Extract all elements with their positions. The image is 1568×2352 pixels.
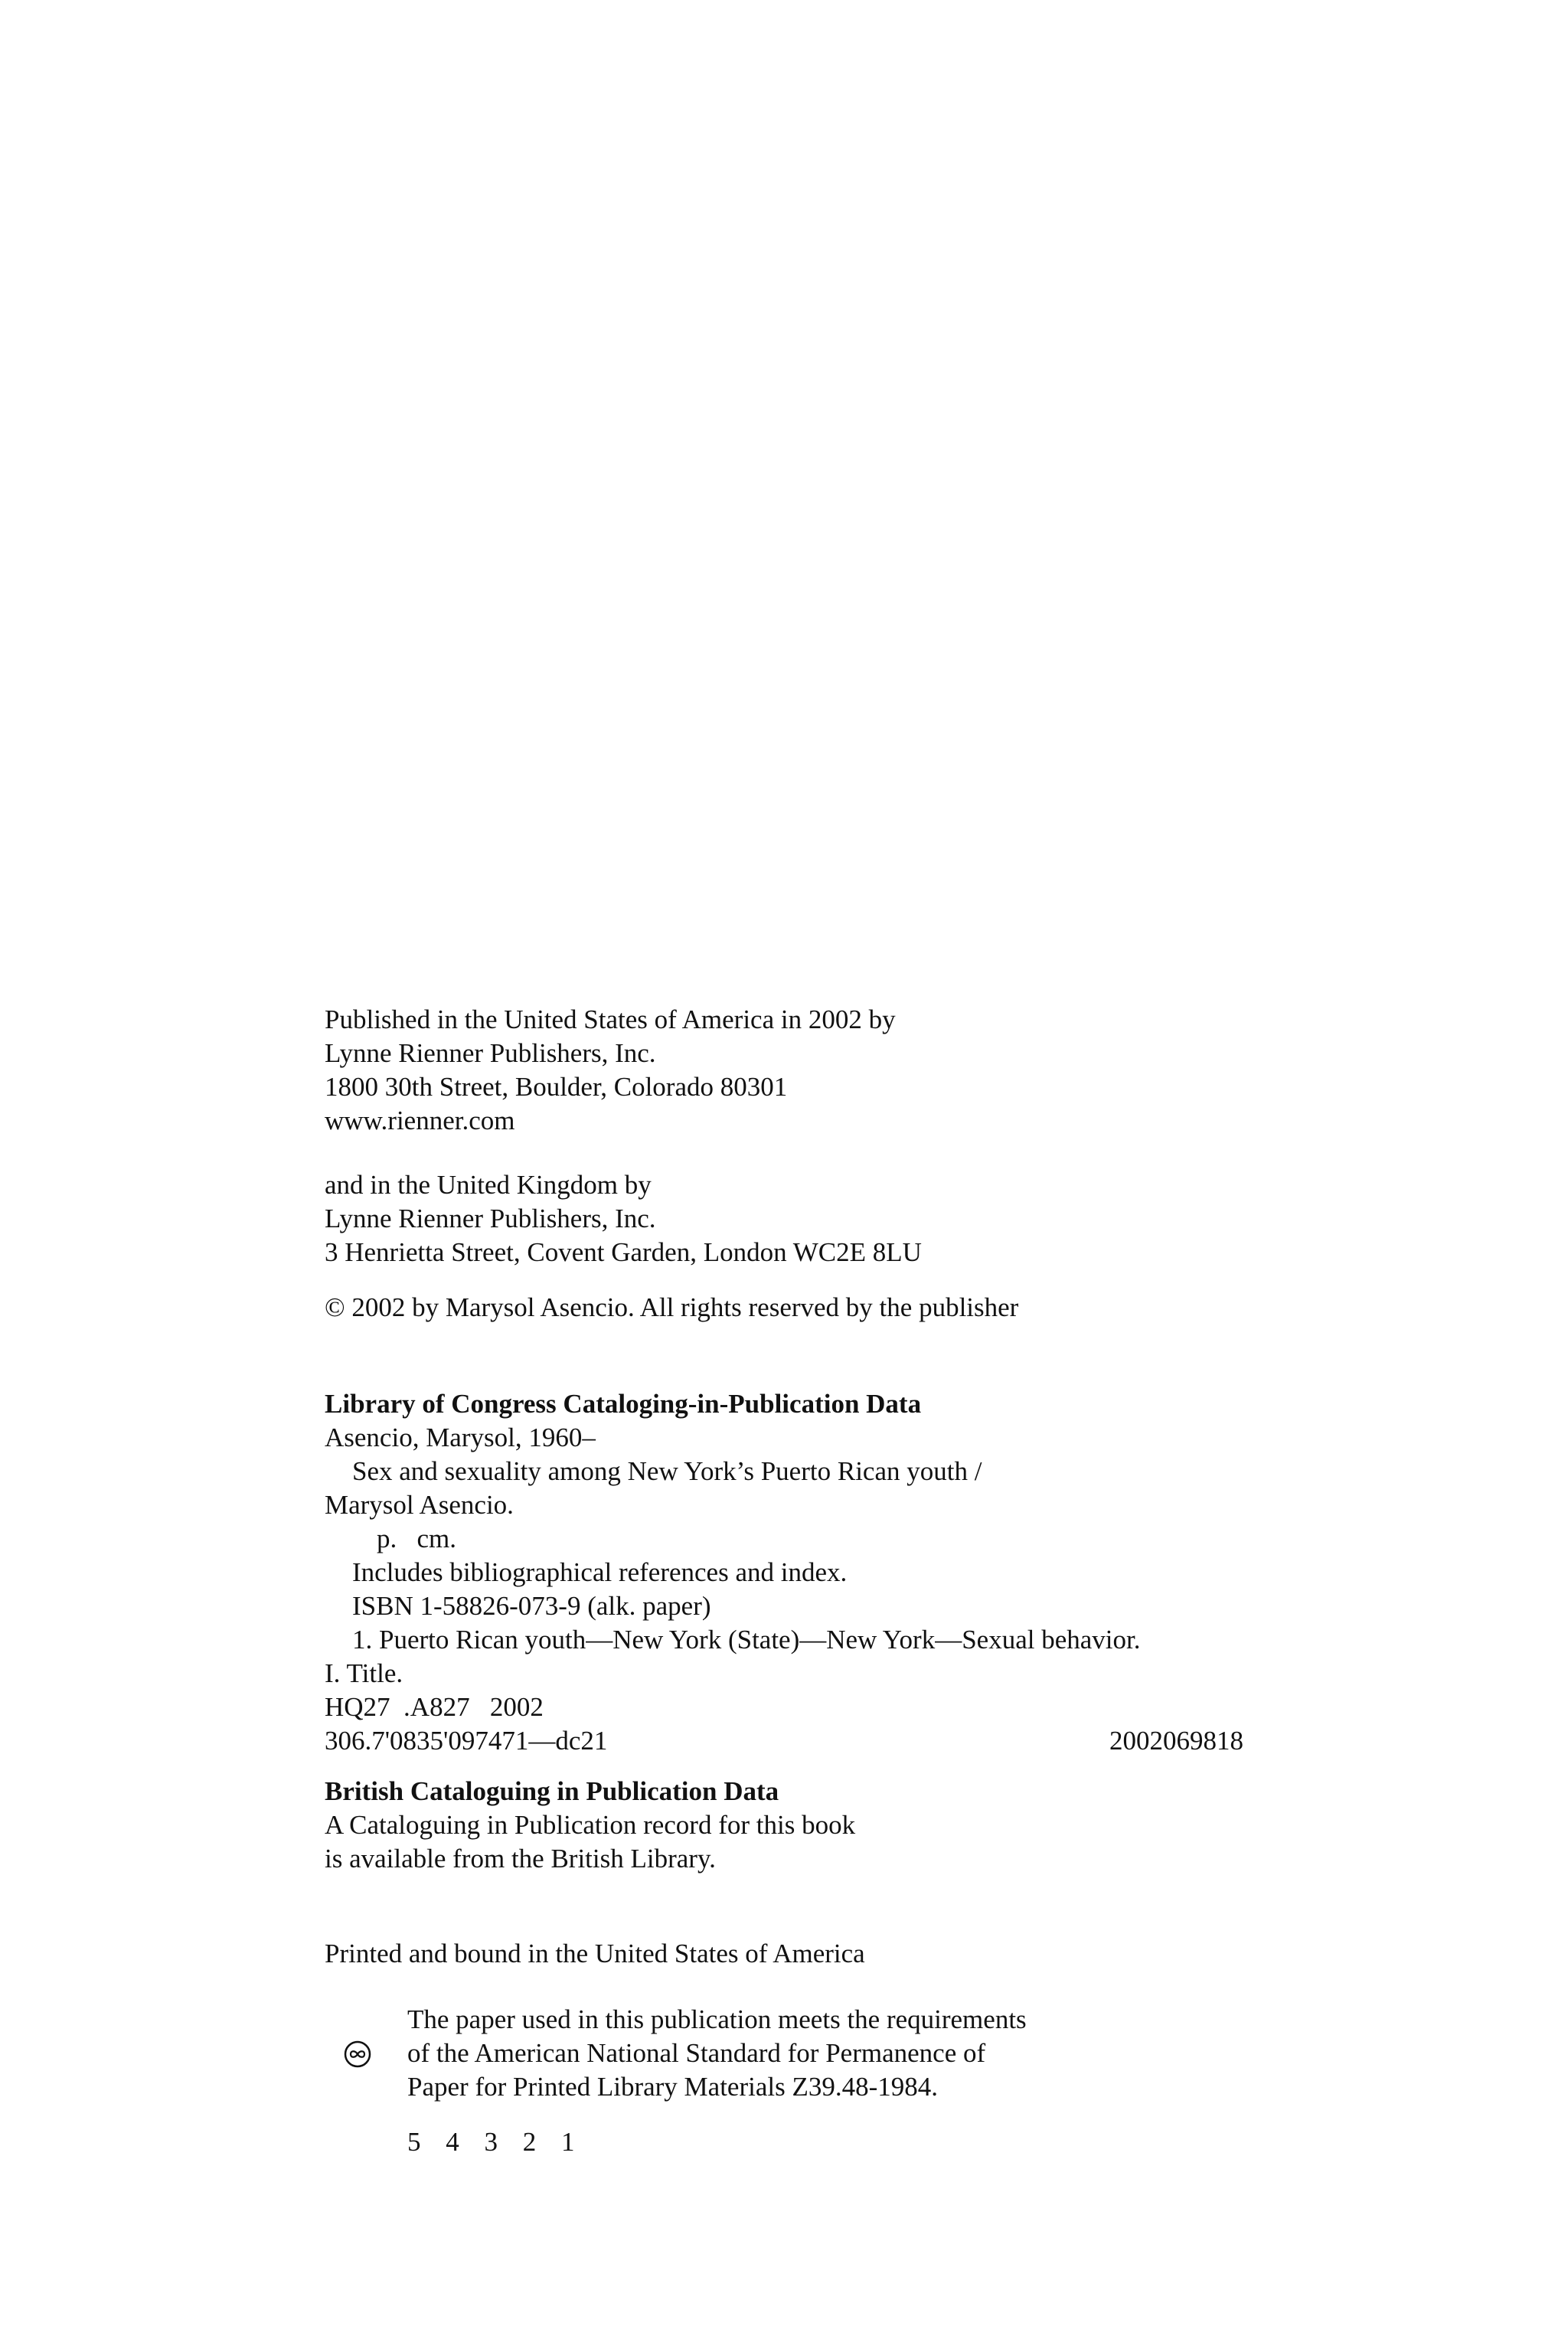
loc-cip-heading: Library of Congress Cataloging-in-Publication Data bbox=[325, 1389, 922, 1419]
infinity-circle-icon bbox=[343, 2040, 372, 2069]
cip-pagination: p. cm. bbox=[377, 1524, 457, 1553]
cip-title-entry: I. Title. bbox=[325, 1658, 403, 1688]
paper-notice-line: of the American National Standard for Permanence of bbox=[407, 2038, 986, 2068]
copyright-line: © 2002 by Marysol Asencio. All rights reserved by the publisher bbox=[325, 1292, 1019, 1322]
cip-author: Asencio, Marysol, 1960– bbox=[325, 1423, 596, 1452]
cip-title-author: Marysol Asencio. bbox=[325, 1490, 514, 1520]
cip-subject: 1. Puerto Rican youth—New York (State)—New York—Sexual behavior. bbox=[352, 1625, 1141, 1655]
printing-number-line: 5 4 3 2 1 bbox=[407, 2127, 584, 2157]
cip-classification-row bbox=[325, 1724, 1243, 1758]
loc-cip-data bbox=[325, 1387, 1412, 1758]
us-publisher-address: 1800 30th Street, Boulder, Colorado 80301 bbox=[325, 1072, 788, 1102]
cip-call-number: HQ27 .A827 2002 bbox=[325, 1692, 544, 1722]
us-publisher-info bbox=[325, 1003, 1412, 1138]
printed-in bbox=[325, 1937, 1412, 1971]
british-cip-line: A Cataloguing in Publication record for this book bbox=[325, 1810, 856, 1840]
uk-publisher-address: 3 Henrietta Street, Covent Garden, London WC2E 8LU bbox=[325, 1237, 922, 1267]
british-cip-data bbox=[325, 1775, 1412, 1876]
cip-title-line: Sex and sexuality among New York’s Puerto Rican youth / bbox=[352, 1456, 982, 1486]
paper-notice-line: The paper used in this publication meets the requirements bbox=[407, 2004, 1027, 2034]
cip-dewey: 306.7'0835'097471—dc21 bbox=[325, 1726, 608, 1756]
british-cip-heading: British Cataloguing in Publication Data bbox=[325, 1776, 779, 1806]
publisher-website: www.rienner.com bbox=[325, 1106, 515, 1135]
uk-publisher-line: and in the United Kingdom by bbox=[325, 1170, 652, 1200]
uk-publisher-info bbox=[325, 1168, 1412, 1269]
printed-line: Printed and bound in the United States of America bbox=[325, 1939, 865, 1968]
cip-lccn: 2002069818 bbox=[1109, 1726, 1243, 1756]
british-cip-line: is available from the British Library. bbox=[325, 1844, 716, 1873]
copyright-notice bbox=[325, 1291, 1412, 1325]
uk-publisher-name: Lynne Rienner Publishers, Inc. bbox=[325, 1204, 656, 1233]
cip-notes: Includes bibliographical references and index. bbox=[352, 1557, 848, 1587]
us-publisher-name: Lynne Rienner Publishers, Inc. bbox=[325, 1038, 656, 1068]
cip-isbn: ISBN 1-58826-073-9 (alk. paper) bbox=[352, 1591, 711, 1621]
paper-notice-line: Paper for Printed Library Materials Z39.48-1984. bbox=[407, 2072, 939, 2102]
paper-permanence-notice bbox=[407, 2003, 1326, 2104]
us-publisher-line: Published in the United States of America in 2002 by bbox=[325, 1004, 896, 1034]
